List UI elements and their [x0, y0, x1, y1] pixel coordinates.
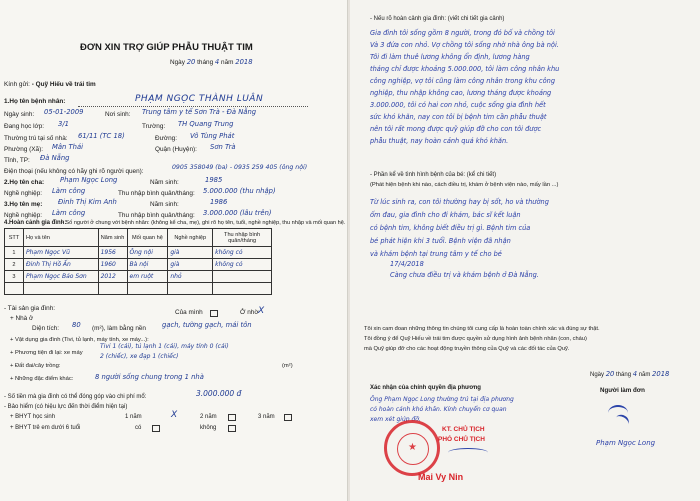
- address-no: 61/11 (TC 18): [78, 132, 125, 140]
- father-job: Làm công: [52, 187, 86, 195]
- house-material: gạch, tường gạch, mái tôn: [162, 321, 252, 329]
- commitment-line-2: Tôi đồng ý để Quỹ Hiếu về trái tim được quyền sử dụng hình ảnh bệnh nhân (con, cháu): [364, 336, 587, 342]
- household-items: Tivi 1 (cái), tủ lạnh 1 (cái), máy tính 0 (cái): [100, 343, 229, 350]
- table-row: [5, 283, 272, 295]
- addressee: Kính gửi: - Quỹ Hiếu về trái tim: [4, 81, 96, 88]
- form-page-right: - Nếu rõ hoàn cảnh gia đình: (viết chi tiết gia cảnh) Gia đình tôi sống gồm 8 người, trong đó bố và chồng tôi Và 3 đứa con nhỏ. Vợ chồng tôi sống nhờ nhà ông bà nội. Tôi đi làm thuê lương không ổn định, lương hàng tháng chỉ được khoảng 5.000.000, tôi làm công nhân khu công nghiệp, vợ tôi cũng làm công nhân trong khu công nghiệp, thu nhập không cao, lương tháng được khoảng 3.000.000, tôi có hai con nhỏ, cuộc sống gia đình hết sức khó khăn, nay con tôi bị bệnh tim cần phẫu thuật nên tôi rất mong được quỹ giúp đỡ cho con tôi được phẫu thuật, nay hoàn cảnh quá khó khăn. - Phần kể về tình hình bệnh của bé: (kể chi tiết) (Phát hiện bệnh khi nào, cách điều trị, khám ở bệnh viện nào, mấy lần ...) Từ lúc sinh ra, con tôi thường hay bị sốt, ho và thường ốm đau, gia đình cho đi khám, bác sĩ kết luận có bệnh tim, không biết điều trị gì. Bệnh tim của bé phát hiện khi 3 tuổi. Bệnh viện đã nhận và khám bệnh tại trung tâm y tế cho bé 17/4/2018 Càng chưa điều trị và khám bệnh ở Đà Nẵng. Tôi xin cam đoan những thông tin chúng tôi cung cấp là hoàn toàn chính xác và đúng sự thật. Tôi đồng ý để Quỹ Hiếu về trái tim được quyền sử dụng hình ảnh bệnh nhân (con, cháu) mà Quỹ giúp đỡ cho các hoạt động truyền thông của Quỹ và các đối tác của Quỹ. Ngày 20 tháng 4 năm 2018 Xác nhận của chính quyền địa phương Ông Phạm Ngọc Long thường trú tại địa phương có hoàn cảnh khó khăn. Kính chuyển cơ quan xem xét giúp đỡ. ★ KT. CHỦ TỊCH PHÓ CHỦ TỊCH Mai Vy Nin Người làm đơn Phạm Ngọc Long: [350, 0, 700, 501]
- school-name: TH Quang Trung: [178, 120, 234, 128]
- table-row: 1 Phạm Ngọc Vũ 1956 Ông nội già không có: [5, 247, 272, 259]
- phone: 0905 358049 (ba) - 0935 259 405 (ông nội): [172, 164, 308, 171]
- own-checkbox: [210, 310, 218, 317]
- household-table: STT Họ và tên Năm sinh Mối quan hệ Nghề nghiệp Thu nhập bình quân/tháng 1 Phạm Ngọc Vũ 1956 Ông nội già không có 2 Đinh Thị Hồ Ấn 1960 Bà nội già không có 3 Phạm Ngọc Bảo Sơn 2012 em ruột nhỏ: [4, 228, 272, 295]
- table-row: 2 Đinh Thị Hồ Ấn 1960 Bà nội già không có: [5, 259, 272, 271]
- mother-name: Đinh Thị Kim Anh: [58, 198, 117, 206]
- form-date: Ngày 20 tháng 4 năm 2018: [170, 58, 253, 66]
- commitment-line-1: Tôi xin cam đoan những thông tin chúng tôi cung cấp là hoàn toàn chính xác và đúng sự thật.: [364, 326, 600, 332]
- pob: Trung tâm y tế Sơn Trà - Đà Nẵng: [142, 108, 257, 116]
- mother-job: Làm công: [52, 209, 86, 217]
- sign-date: Ngày 20 tháng 4 năm 2018: [590, 370, 670, 378]
- district: Sơn Trà: [210, 143, 236, 151]
- patient-name-label: 1.Họ tên bệnh nhân:: [4, 98, 66, 105]
- family-situation-label: - Nếu rõ hoàn cảnh gia đình: (viết chi tiết gia cảnh): [370, 16, 505, 22]
- father-name: Phạm Ngọc Long: [60, 176, 118, 184]
- petitioner-name: Phạm Ngọc Long: [596, 439, 656, 447]
- commitment-line-3: mà Quỹ giúp đỡ cho các hoạt động truyền thông của Quỹ và các đối tác của Quỹ.: [364, 346, 570, 352]
- official-seal-icon: ★: [384, 420, 440, 476]
- official-signature-icon: [448, 448, 488, 457]
- rent-mark: X: [258, 306, 265, 316]
- dob: 05-01-2009: [44, 108, 84, 116]
- mother-income: 3.000.000 (lâu trên): [203, 209, 272, 217]
- other-features: 8 người sống chung trong 1 nhà: [95, 373, 204, 381]
- form-page-left: ĐƠN XIN TRỢ GIÚP PHẪU THUẬT TIM Ngày 20 tháng 4 năm 2018 Kính gửi: - Quỹ Hiếu về trái tim 1.Họ tên bệnh nhân: PHẠM NGỌC THÀNH LUÂN Ngày sinh: 05-01-2009 Nơi sinh: Trung tâm y tế Sơn Trà - Đà Nẵng Đang học lớp: 3/1 Trường: TH Quang Trung Thường trú tại số nhà: 61/11 (TC 18) Đường: Võ Tùng Phát Phường (Xã): Mân Thái Quận (Huyện): Sơn Trà Tỉnh, TP: Đà Nẵng Điện thoại (nếu không có hãy ghi rõ người quen): 0905 358049 (ba) - 0935 259 405 (ông nội) 2.Họ tên cha: Phạm Ngọc Long Năm sinh: 1985 Nghề nghiệp: Làm công Thu nhập bình quân/tháng: 5.000.000 (thu nhập) 3.Họ tên mẹ: Đinh Thị Kim Anh Năm sinh: 1986 Nghề nghiệp: Làm công Thu nhập bình quân/tháng: 3.000.000 (lâu trên) 4.Hoàn cảnh gia đình: STT Họ và tên Năm sinh Mối quan hệ Nghề nghiệp Thu nhập bình quân/tháng 1 Phạm Ngọc Vũ 1956 Ông nội già không có 2 Đinh Thị Hồ Ấn 1960 Bà nội già không có 3 Phạm Ngọc Bảo Sơn 2012 em ruột nhỏ - Tài sản gia đình: + Nhà ở Của mình Ở nhờ X Diện tích: 80 (m²), làm bằng nền gạch, tường gạch, mái tôn + Vật dụng gia đình (Tivi, tủ lạnh, máy tính, xe máy...): Tivi 1 (cái), tủ lạnh 1 (cái), máy tính 0 (cái) + Phương tiện đi lại: xe máy 2 (chiếc), xe đạp 1 (chiếc) + Đất đai/cây trồng: (m²) + Những đặc điểm khác: 8 người sống chung trong 1 nhà - Số tiền mà gia đình có thể đóng góp vào chi phí mổ: 3.000.000 đ - Bảo hiểm (có hiệu lực đến thời điểm hiện tại) + BHYT học sinh 1 năm X 2 năm 3 năm + BHYT trẻ em dưới 6 tuổi có không: [0, 0, 348, 501]
- petitioner-label: Người làm đơn: [600, 387, 645, 394]
- insurance-mark: X: [171, 410, 178, 420]
- table-row: 3 Phạm Ngọc Bảo Sơn 2012 em ruột nhỏ: [5, 271, 272, 283]
- mother-yob: 1986: [210, 198, 228, 206]
- patient-name: PHẠM NGỌC THÀNH LUÂN: [135, 94, 264, 104]
- father-yob: 1985: [205, 176, 223, 184]
- stamp-subtitle: PHÓ CHỦ TỊCH: [438, 436, 485, 443]
- school-grade: 3/1: [58, 120, 69, 128]
- city: Đà Nẵng: [40, 154, 70, 162]
- form-title: ĐƠN XIN TRỢ GIÚP PHẪU THUẬT TIM: [80, 42, 253, 53]
- father-income: 5.000.000 (thu nhập): [203, 187, 276, 195]
- vehicles: 2 (chiếc), xe đạp 1 (chiếc): [100, 353, 179, 360]
- contribution-amount: 3.000.000 đ: [196, 389, 242, 398]
- ward: Mân Thái: [52, 143, 84, 151]
- stamp-title: KT. CHỦ TỊCH: [442, 426, 485, 433]
- street: Võ Tùng Phát: [190, 132, 235, 140]
- official-name: Mai Vy Nin: [418, 472, 464, 482]
- house-area: 80: [72, 321, 81, 329]
- local-confirm-label: Xác nhận của chính quyền địa phương: [370, 385, 481, 391]
- disease-label: - Phần kể về tình hình bệnh của bé: (kể chi tiết): [370, 172, 497, 178]
- disease-sub: (Phát hiện bệnh khi nào, cách điều trị, khám ở bệnh viện nào, mấy lần ...): [370, 182, 559, 188]
- household-people-label: - Số người ở chung với bệnh nhân: (không kể cha, mẹ), ghi rõ họ tên, tuổi, nghề nghiệp, thu nhập và mối quan hệ.: [62, 220, 346, 226]
